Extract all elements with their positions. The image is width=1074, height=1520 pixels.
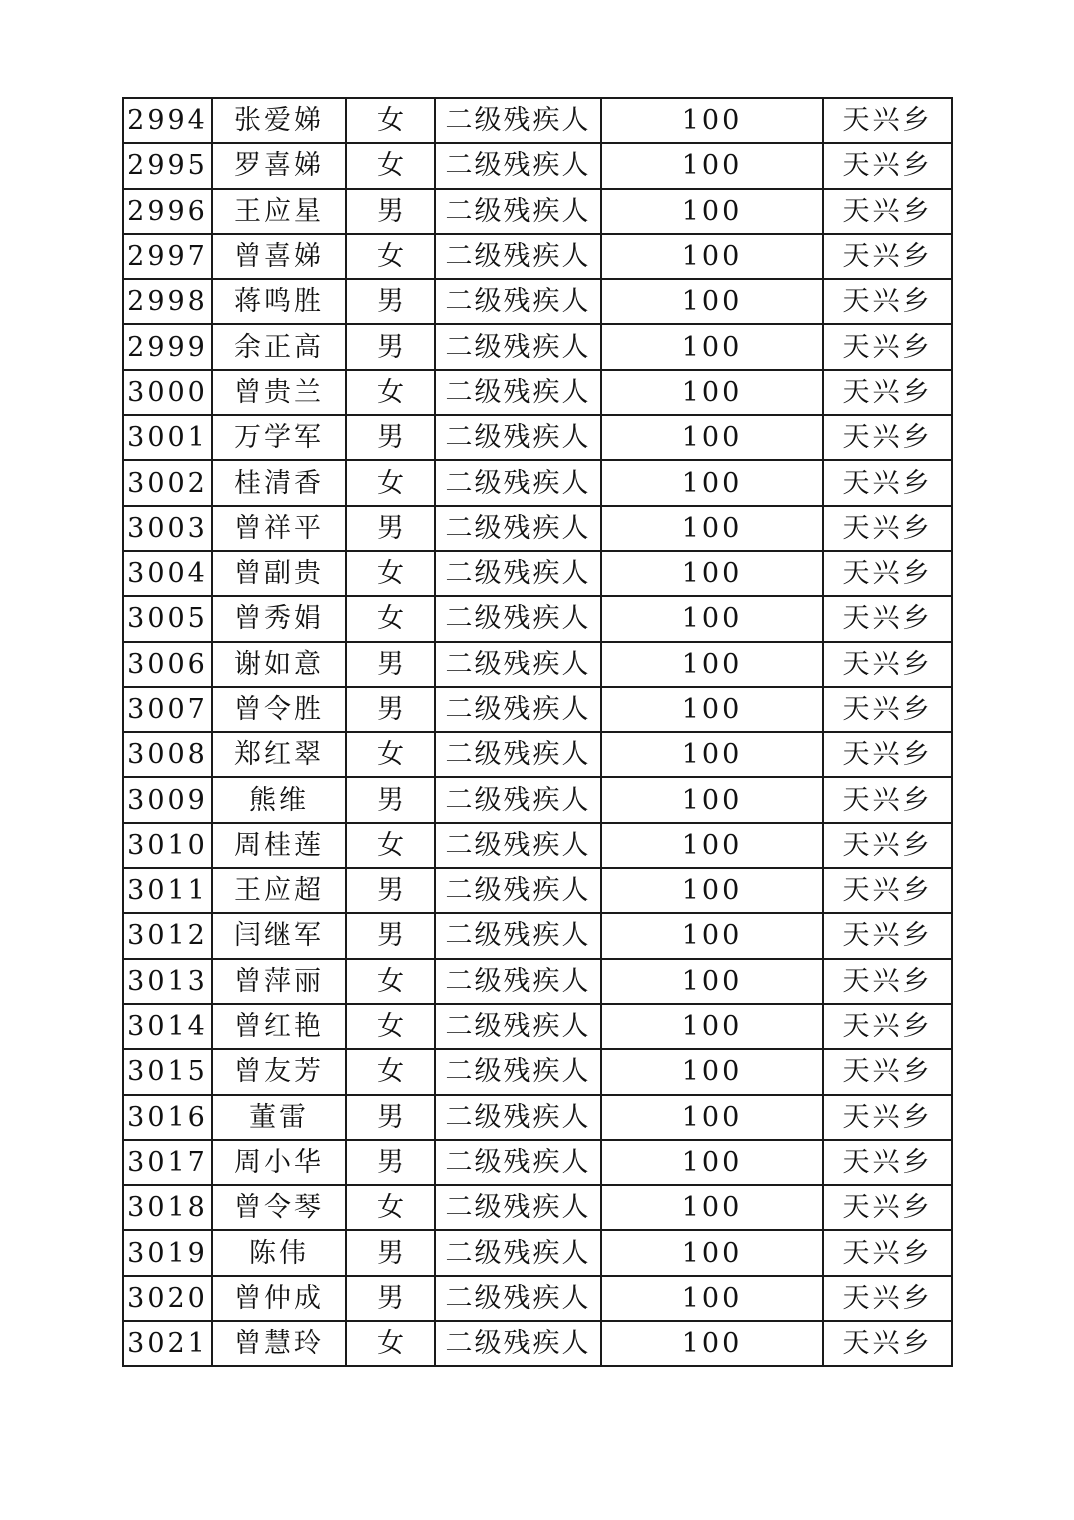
- gender-cell: 男: [346, 189, 435, 234]
- gender-cell: 男: [346, 642, 435, 687]
- amount-cell: 100: [601, 1230, 823, 1275]
- gender-cell: 男: [346, 415, 435, 460]
- township-cell: 天兴乡: [823, 823, 952, 868]
- amount-cell: 100: [601, 234, 823, 279]
- township-cell: 天兴乡: [823, 143, 952, 188]
- amount-cell: 100: [601, 1049, 823, 1094]
- gender-cell: 女: [346, 370, 435, 415]
- category-cell: 二级残疾人: [435, 460, 601, 505]
- table-row: [123, 823, 952, 868]
- roster-body: [123, 98, 952, 1366]
- township-cell: 天兴乡: [823, 1095, 952, 1140]
- table-row: [123, 777, 952, 822]
- gender-cell: 女: [346, 1185, 435, 1230]
- row-number-cell: 3004: [123, 551, 212, 596]
- township-cell: 天兴乡: [823, 460, 952, 505]
- table-row: [123, 1140, 952, 1185]
- township-cell: 天兴乡: [823, 551, 952, 596]
- township-cell: 天兴乡: [823, 913, 952, 958]
- category-cell: 二级残疾人: [435, 279, 601, 324]
- category-cell: 二级残疾人: [435, 1321, 601, 1366]
- township-cell: 天兴乡: [823, 1004, 952, 1049]
- township-cell: 天兴乡: [823, 868, 952, 913]
- name-cell: 郑红翠: [212, 732, 346, 777]
- gender-cell: 男: [346, 324, 435, 369]
- name-cell: 万学军: [212, 415, 346, 460]
- amount-cell: 100: [601, 98, 823, 143]
- row-number-cell: 3011: [123, 868, 212, 913]
- row-number-cell: 3014: [123, 1004, 212, 1049]
- township-cell: 天兴乡: [823, 415, 952, 460]
- table-row: [123, 1321, 952, 1366]
- township-cell: 天兴乡: [823, 596, 952, 641]
- category-cell: 二级残疾人: [435, 324, 601, 369]
- category-cell: 二级残疾人: [435, 1185, 601, 1230]
- category-cell: 二级残疾人: [435, 868, 601, 913]
- name-cell: 张爱娣: [212, 98, 346, 143]
- table-row: [123, 551, 952, 596]
- category-cell: 二级残疾人: [435, 551, 601, 596]
- category-cell: 二级残疾人: [435, 143, 601, 188]
- category-cell: 二级残疾人: [435, 1140, 601, 1185]
- gender-cell: 女: [346, 1049, 435, 1094]
- township-cell: 天兴乡: [823, 189, 952, 234]
- gender-cell: 女: [346, 959, 435, 1004]
- amount-cell: 100: [601, 1095, 823, 1140]
- table-row: [123, 868, 952, 913]
- township-cell: 天兴乡: [823, 370, 952, 415]
- category-cell: 二级残疾人: [435, 823, 601, 868]
- amount-cell: 100: [601, 777, 823, 822]
- row-number-cell: 3020: [123, 1276, 212, 1321]
- table-row: [123, 1185, 952, 1230]
- amount-cell: 100: [601, 551, 823, 596]
- category-cell: 二级残疾人: [435, 732, 601, 777]
- table-row: [123, 687, 952, 732]
- category-cell: 二级残疾人: [435, 687, 601, 732]
- gender-cell: 男: [346, 913, 435, 958]
- amount-cell: 100: [601, 279, 823, 324]
- name-cell: 王应星: [212, 189, 346, 234]
- table-row: [123, 1004, 952, 1049]
- row-number-cell: 2995: [123, 143, 212, 188]
- name-cell: 曾慧玲: [212, 1321, 346, 1366]
- category-cell: 二级残疾人: [435, 189, 601, 234]
- gender-cell: 女: [346, 1321, 435, 1366]
- township-cell: 天兴乡: [823, 732, 952, 777]
- category-cell: 二级残疾人: [435, 415, 601, 460]
- table-row: [123, 143, 952, 188]
- table-row: [123, 596, 952, 641]
- name-cell: 王应超: [212, 868, 346, 913]
- name-cell: 曾友芳: [212, 1049, 346, 1094]
- row-number-cell: 3016: [123, 1095, 212, 1140]
- township-cell: 天兴乡: [823, 234, 952, 279]
- row-number-cell: 3003: [123, 506, 212, 551]
- name-cell: 曾喜娣: [212, 234, 346, 279]
- row-number-cell: 3010: [123, 823, 212, 868]
- name-cell: 罗喜娣: [212, 143, 346, 188]
- gender-cell: 女: [346, 732, 435, 777]
- row-number-cell: 3017: [123, 1140, 212, 1185]
- township-cell: 天兴乡: [823, 324, 952, 369]
- table-row: [123, 959, 952, 1004]
- table-row: [123, 642, 952, 687]
- row-number-cell: 2996: [123, 189, 212, 234]
- category-cell: 二级残疾人: [435, 1230, 601, 1275]
- amount-cell: 100: [601, 143, 823, 188]
- amount-cell: 100: [601, 1004, 823, 1049]
- table-row: [123, 234, 952, 279]
- row-number-cell: 3006: [123, 642, 212, 687]
- gender-cell: 男: [346, 687, 435, 732]
- name-cell: 周小华: [212, 1140, 346, 1185]
- name-cell: 陈伟: [212, 1230, 346, 1275]
- gender-cell: 女: [346, 1004, 435, 1049]
- township-cell: 天兴乡: [823, 1321, 952, 1366]
- township-cell: 天兴乡: [823, 642, 952, 687]
- row-number-cell: 2998: [123, 279, 212, 324]
- category-cell: 二级残疾人: [435, 98, 601, 143]
- amount-cell: 100: [601, 868, 823, 913]
- table-row: [123, 189, 952, 234]
- name-cell: 曾令琴: [212, 1185, 346, 1230]
- row-number-cell: 3002: [123, 460, 212, 505]
- table-row: [123, 415, 952, 460]
- category-cell: 二级残疾人: [435, 913, 601, 958]
- table-row: [123, 506, 952, 551]
- name-cell: 熊维: [212, 777, 346, 822]
- amount-cell: 100: [601, 642, 823, 687]
- township-cell: 天兴乡: [823, 1276, 952, 1321]
- township-cell: 天兴乡: [823, 687, 952, 732]
- category-cell: 二级残疾人: [435, 959, 601, 1004]
- table-row: [123, 460, 952, 505]
- table-row: [123, 1095, 952, 1140]
- amount-cell: 100: [601, 1321, 823, 1366]
- name-cell: 曾秀娟: [212, 596, 346, 641]
- row-number-cell: 3021: [123, 1321, 212, 1366]
- category-cell: 二级残疾人: [435, 596, 601, 641]
- amount-cell: 100: [601, 189, 823, 234]
- amount-cell: 100: [601, 1276, 823, 1321]
- township-cell: 天兴乡: [823, 1049, 952, 1094]
- gender-cell: 女: [346, 596, 435, 641]
- township-cell: 天兴乡: [823, 98, 952, 143]
- name-cell: 桂清香: [212, 460, 346, 505]
- gender-cell: 男: [346, 777, 435, 822]
- township-cell: 天兴乡: [823, 279, 952, 324]
- gender-cell: 女: [346, 143, 435, 188]
- name-cell: 曾贵兰: [212, 370, 346, 415]
- table-row: [123, 98, 952, 143]
- table-row: [123, 279, 952, 324]
- row-number-cell: 3012: [123, 913, 212, 958]
- amount-cell: 100: [601, 460, 823, 505]
- township-cell: 天兴乡: [823, 959, 952, 1004]
- category-cell: 二级残疾人: [435, 1049, 601, 1094]
- name-cell: 蒋鸣胜: [212, 279, 346, 324]
- amount-cell: 100: [601, 506, 823, 551]
- name-cell: 曾副贵: [212, 551, 346, 596]
- name-cell: 余正高: [212, 324, 346, 369]
- amount-cell: 100: [601, 596, 823, 641]
- name-cell: 周桂莲: [212, 823, 346, 868]
- category-cell: 二级残疾人: [435, 370, 601, 415]
- amount-cell: 100: [601, 732, 823, 777]
- category-cell: 二级残疾人: [435, 1095, 601, 1140]
- category-cell: 二级残疾人: [435, 1276, 601, 1321]
- township-cell: 天兴乡: [823, 506, 952, 551]
- name-cell: 曾令胜: [212, 687, 346, 732]
- township-cell: 天兴乡: [823, 1140, 952, 1185]
- row-number-cell: 3009: [123, 777, 212, 822]
- row-number-cell: 3019: [123, 1230, 212, 1275]
- amount-cell: 100: [601, 1185, 823, 1230]
- table-row: [123, 913, 952, 958]
- amount-cell: 100: [601, 415, 823, 460]
- row-number-cell: 3000: [123, 370, 212, 415]
- row-number-cell: 2999: [123, 324, 212, 369]
- row-number-cell: 3018: [123, 1185, 212, 1230]
- name-cell: 谢如意: [212, 642, 346, 687]
- gender-cell: 男: [346, 868, 435, 913]
- gender-cell: 女: [346, 823, 435, 868]
- amount-cell: 100: [601, 823, 823, 868]
- category-cell: 二级残疾人: [435, 234, 601, 279]
- gender-cell: 男: [346, 1230, 435, 1275]
- row-number-cell: 3008: [123, 732, 212, 777]
- row-number-cell: 3001: [123, 415, 212, 460]
- row-number-cell: 3015: [123, 1049, 212, 1094]
- row-number-cell: 3007: [123, 687, 212, 732]
- township-cell: 天兴乡: [823, 777, 952, 822]
- category-cell: 二级残疾人: [435, 642, 601, 687]
- township-cell: 天兴乡: [823, 1185, 952, 1230]
- category-cell: 二级残疾人: [435, 506, 601, 551]
- row-number-cell: 3005: [123, 596, 212, 641]
- table-row: [123, 1230, 952, 1275]
- row-number-cell: 2997: [123, 234, 212, 279]
- amount-cell: 100: [601, 1140, 823, 1185]
- row-number-cell: 3013: [123, 959, 212, 1004]
- table-row: [123, 732, 952, 777]
- name-cell: 曾祥平: [212, 506, 346, 551]
- table-row: [123, 1276, 952, 1321]
- table-row: [123, 1049, 952, 1094]
- name-cell: 曾仲成: [212, 1276, 346, 1321]
- amount-cell: 100: [601, 687, 823, 732]
- gender-cell: 男: [346, 279, 435, 324]
- name-cell: 曾萍丽: [212, 959, 346, 1004]
- gender-cell: 男: [346, 506, 435, 551]
- gender-cell: 男: [346, 1276, 435, 1321]
- gender-cell: 男: [346, 1095, 435, 1140]
- amount-cell: 100: [601, 370, 823, 415]
- table-row: [123, 324, 952, 369]
- gender-cell: 男: [346, 1140, 435, 1185]
- category-cell: 二级残疾人: [435, 777, 601, 822]
- row-number-cell: 2994: [123, 98, 212, 143]
- table-row: [123, 370, 952, 415]
- amount-cell: 100: [601, 913, 823, 958]
- name-cell: 董雷: [212, 1095, 346, 1140]
- gender-cell: 女: [346, 551, 435, 596]
- gender-cell: 女: [346, 98, 435, 143]
- township-cell: 天兴乡: [823, 1230, 952, 1275]
- subsidy-roster-table: [122, 97, 953, 1367]
- amount-cell: 100: [601, 324, 823, 369]
- category-cell: 二级残疾人: [435, 1004, 601, 1049]
- gender-cell: 女: [346, 234, 435, 279]
- name-cell: 闫继军: [212, 913, 346, 958]
- gender-cell: 女: [346, 460, 435, 505]
- amount-cell: 100: [601, 959, 823, 1004]
- name-cell: 曾红艳: [212, 1004, 346, 1049]
